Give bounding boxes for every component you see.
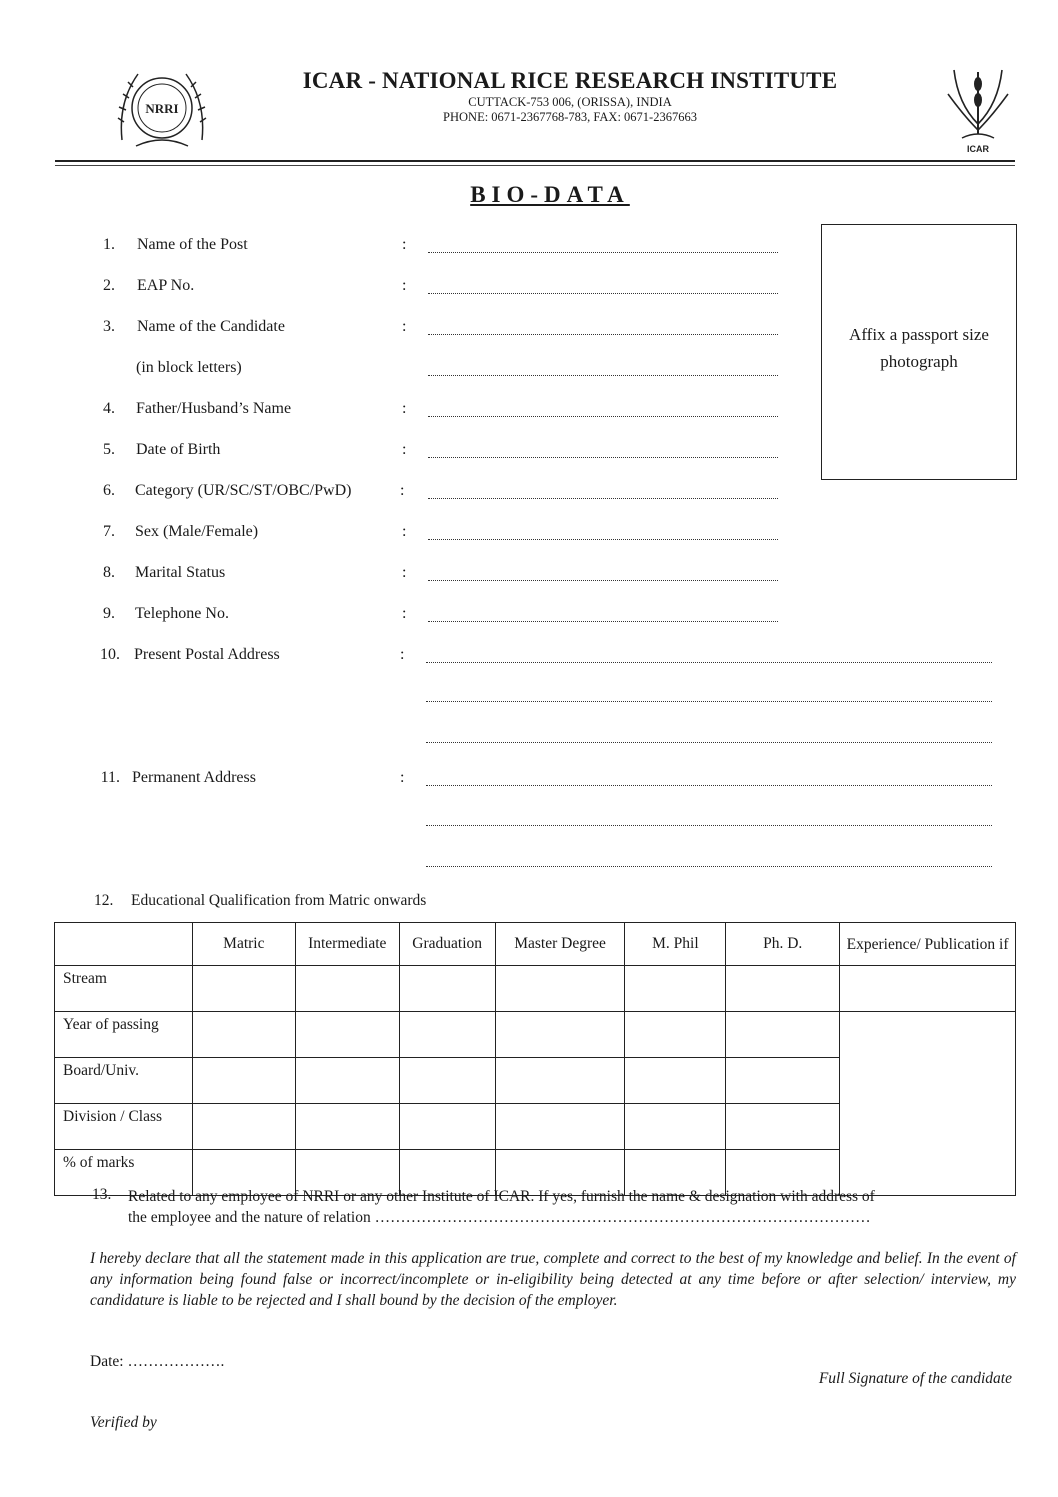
table-cell[interactable] [399,1058,495,1104]
table-cell[interactable] [495,1058,625,1104]
nrri-logo-text: NRRI [145,101,179,116]
table-cell[interactable] [192,1058,295,1104]
table-cell[interactable] [726,966,840,1012]
field-label-post: Name of the Post [137,236,248,253]
form-title: BIO-DATA [470,182,630,207]
field-label-sex: Sex (Male/Female) [135,523,259,540]
field-line-permanent-address-2[interactable] [426,825,992,826]
table-row [55,1012,1016,1058]
colon: : [402,236,407,253]
field-line-permanent-address-1[interactable] [426,785,992,786]
colon: : [402,605,407,622]
table-cell[interactable] [495,966,625,1012]
field-line-block-letters[interactable] [428,375,778,376]
photo-box[interactable] [821,224,1017,480]
table-cell[interactable] [295,1104,399,1150]
table-cell[interactable] [625,1104,726,1150]
field-number: 6. [103,482,115,499]
field-line-marital-status[interactable] [428,580,778,581]
verified-by-label: Verified by [90,1414,157,1431]
field-label-candidate-name: Name of the Candidate [137,318,285,335]
table-cell[interactable] [192,1012,295,1058]
column-header: M. Phil [625,923,726,966]
row-header: Stream [55,966,193,1012]
nrri-logo [108,62,216,158]
row-header: Year of passing [55,1012,193,1058]
table-cell[interactable] [625,1058,726,1104]
field-line-present-address-2[interactable] [426,701,992,702]
table-cell[interactable] [399,1104,495,1150]
colon: : [400,482,405,499]
field-line-post[interactable] [428,252,778,253]
institute-contact: PHONE: 0671-2367768-783, FAX: 0671-2367663 [443,110,697,124]
table-row [55,966,1016,1012]
education-number: 12. [94,892,114,909]
relation-question: Related to any employee of NRRI or any other Institute of ICAR. If yes, furnish the name & designation with address of the employee and the nature of relation …………………………………………………………………………………… [128,1188,875,1226]
relation-number: 13. [92,1186,112,1203]
field-line-category[interactable] [428,498,778,499]
colon: : [402,441,407,458]
field-number: 11. [100,769,120,786]
field-line-dob[interactable] [428,457,778,458]
column-header: Experience/ Publication if [840,923,1016,966]
table-cell[interactable] [192,966,295,1012]
colon: : [402,564,407,581]
field-number: 1. [103,236,115,253]
column-header: Ph. D. [726,923,840,966]
field-label-present-address: Present Postal Address [134,646,280,663]
field-label-eap: EAP No. [137,277,195,294]
field-label-category: Category (UR/SC/ST/OBC/PwD) [135,482,352,499]
experience-cell[interactable] [840,1012,1016,1196]
field-label-father-name: Father/Husband’s Name [136,400,292,417]
field-label-telephone: Telephone No. [135,605,229,622]
table-cell[interactable] [726,1012,840,1058]
field-line-present-address-3[interactable] [426,742,992,743]
field-line-sex[interactable] [428,539,778,540]
table-cell[interactable] [399,966,495,1012]
table-cell[interactable] [726,1058,840,1104]
education-title: Educational Qualification from Matric onwards [131,892,427,909]
colon: : [402,318,407,335]
table-cell[interactable] [192,1104,295,1150]
institute-address: CUTTACK-753 006, (ORISSA), INDIA [468,95,672,109]
field-label-block-letters: (in block letters) [136,359,242,376]
table-cell[interactable] [625,966,726,1012]
column-header: Master Degree [495,923,625,966]
signature-label: Full Signature of the candidate [818,1370,1012,1387]
field-label-marital-status: Marital Status [135,564,226,581]
table-cell[interactable] [840,966,1016,1012]
declaration-text: I hereby declare that all the statement made in this application are true, complete and correct to the best of my knowledge and belief. In the event of any information being found false or incorrect/incomplete or in-eligibility being detected at any time before or after selection/ interview, my candidature is liable to be rejected and I shall bound by the decision of the employer. [90,1250,1016,1309]
row-header: Division / Class [55,1104,193,1150]
field-number: 4. [103,400,115,417]
table-cell[interactable] [399,1012,495,1058]
field-number: 8. [103,564,115,581]
table-cell[interactable] [726,1104,840,1150]
photo-instruction: Affix a passport size photograph [849,325,989,371]
table-cell[interactable] [625,1012,726,1058]
field-number: 10. [100,646,120,663]
field-label-dob: Date of Birth [136,441,221,458]
header-rule-thin [55,165,1015,166]
table-cell[interactable] [495,1104,625,1150]
table-cell[interactable] [495,1012,625,1058]
field-number: 5. [103,441,115,458]
colon: : [400,646,405,663]
header-rule-thick [55,160,1015,162]
field-number: 3. [103,318,115,335]
table-corner-cell [55,923,193,966]
colon: : [400,769,405,786]
column-header: Intermediate [295,923,399,966]
colon: : [402,277,407,294]
field-line-eap[interactable] [428,293,778,294]
colon: : [402,400,407,417]
icar-logo-text: ICAR [967,144,989,154]
field-number: 2. [103,277,115,294]
table-cell[interactable] [295,966,399,1012]
field-line-father-name[interactable] [428,416,778,417]
field-line-present-address-1[interactable] [426,662,992,663]
table-header-row [55,923,1016,966]
field-number: 7. [103,523,115,540]
date-field[interactable]: Date: ………………. [90,1353,225,1370]
column-header: Matric [192,923,295,966]
field-line-telephone[interactable] [428,621,778,622]
education-table [54,922,1016,1196]
table-cell[interactable] [295,1012,399,1058]
field-line-permanent-address-3[interactable] [426,866,992,867]
field-line-candidate-name[interactable] [428,334,778,335]
field-number: 9. [103,605,115,622]
row-header: Board/Univ. [55,1058,193,1104]
row-header: % of marks [55,1150,193,1196]
colon: : [402,523,407,540]
field-label-permanent-address: Permanent Address [132,769,256,786]
column-header: Graduation [399,923,495,966]
table-cell[interactable] [295,1058,399,1104]
icar-logo [944,64,1012,156]
institute-name: ICAR - NATIONAL RICE RESEARCH INSTITUTE [302,68,838,93]
